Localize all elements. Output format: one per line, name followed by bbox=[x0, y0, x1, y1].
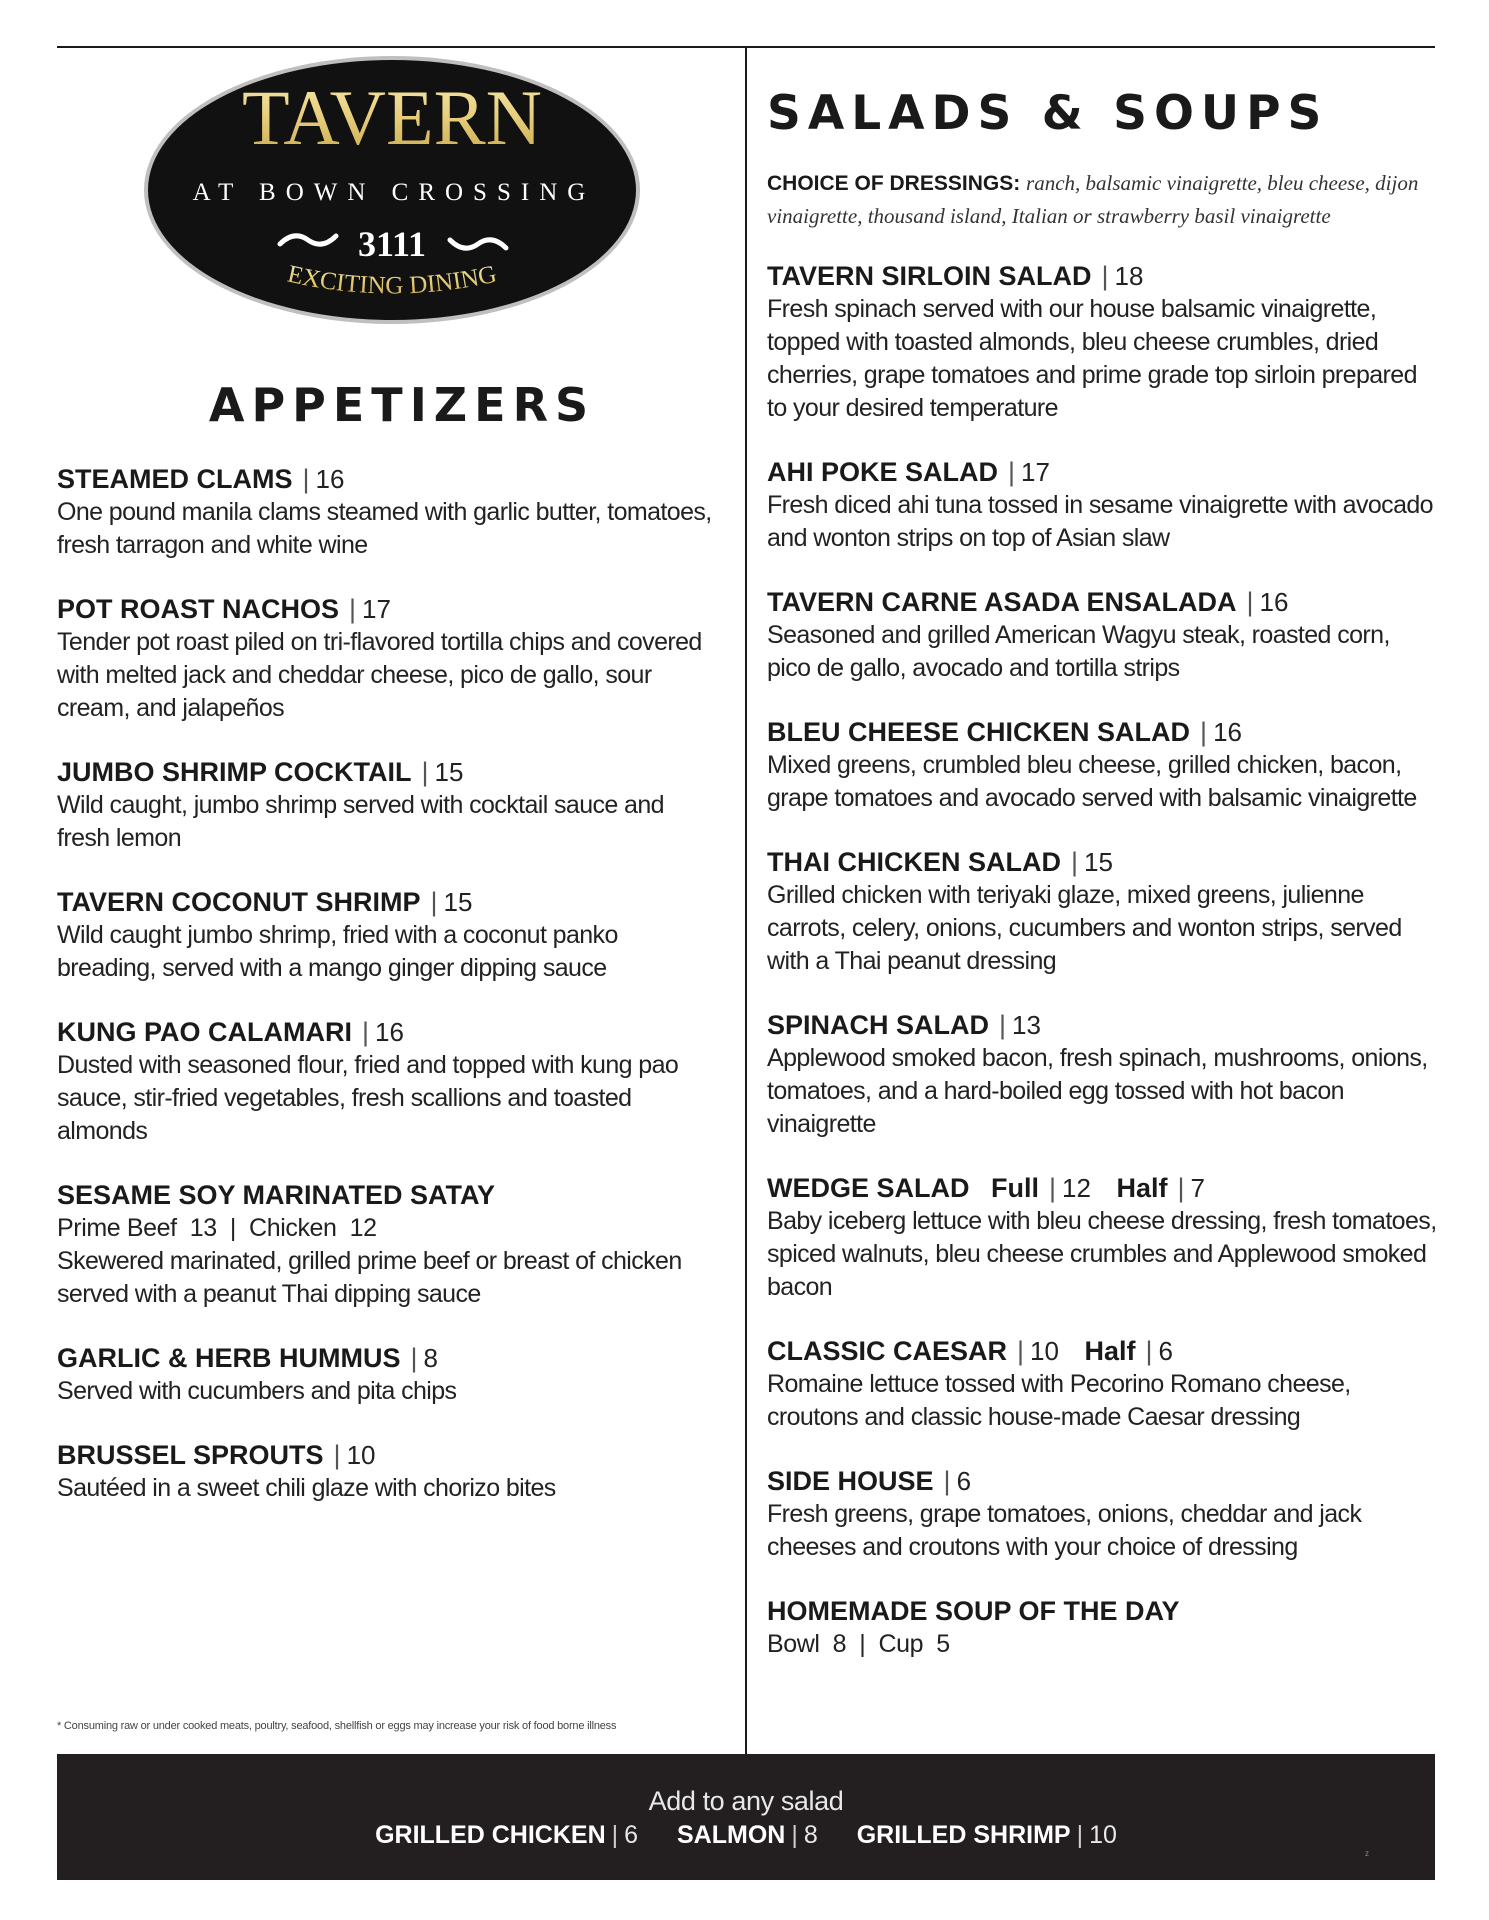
item-name: KUNG PAO CALAMARI bbox=[57, 1017, 352, 1047]
item-price: 16 bbox=[1213, 717, 1242, 747]
item-name: JUMBO SHRIMP COCKTAIL bbox=[57, 757, 412, 787]
item-name: AHI POKE SALAD bbox=[767, 457, 999, 487]
menu-item: AHI POKE SALAD | 17 Fresh diced ahi tuna tossed in sesame vinaigrette with avocado and wonton strips on top of Asian slaw bbox=[767, 455, 1437, 555]
item-price: 10 bbox=[1030, 1336, 1059, 1366]
item-price: 16 bbox=[315, 464, 345, 494]
half-price: 7 bbox=[1190, 1173, 1205, 1203]
item-price: 16 bbox=[375, 1017, 404, 1047]
addon-name: GRILLED CHICKEN bbox=[375, 1821, 606, 1849]
item-name: WEDGE SALAD bbox=[767, 1173, 970, 1203]
menu-item: BRUSSEL SPROUTS | 10 Sautéed in a sweet chili glaze with chorizo bites bbox=[57, 1438, 722, 1505]
logo-number: 3111 bbox=[357, 224, 427, 264]
item-price: 15 bbox=[434, 757, 464, 787]
food-safety-footnote: * Consuming raw or under cooked meats, poultry, seafood, shellfish or eggs may increase your risk of food borne illness bbox=[57, 1720, 617, 1732]
addon-name: SALMON bbox=[677, 1821, 786, 1849]
item-description: One pound manila clams steamed with garlic butter, tomatoes, fresh tarragon and white wine bbox=[57, 498, 712, 559]
item-description: Served with cucumbers and pita chips bbox=[57, 1377, 457, 1405]
salad-addons-band bbox=[57, 1754, 1435, 1880]
dressings-text: ranch, balsamic vinaigrette, bleu cheese, dijon vinaigrette, thousand island, Italian or strawberry basil vinaigrette bbox=[767, 171, 1419, 228]
item-name: THAI CHICKEN SALAD bbox=[767, 847, 1061, 877]
dressings-label: CHOICE OF DRESSINGS: bbox=[767, 172, 1021, 195]
item-price: 18 bbox=[1114, 261, 1144, 291]
menu-item bbox=[767, 1594, 1437, 1661]
appetizers-title: APPETIZERS bbox=[208, 378, 596, 432]
menu-item: POT ROAST NACHOS | 17 Tender pot roast piled on tri-flavored tortilla chips and covered with melted jack and cheddar cheese, pico de gallo, sour cream, and jalapeños bbox=[57, 592, 722, 725]
item-price: 17 bbox=[1021, 457, 1050, 487]
appetizers-list bbox=[57, 462, 722, 1535]
item-description: Dusted with seasoned flour, fried and topped with kung pao sauce, stir-fried vegetables, fresh scallions and toasted almonds bbox=[57, 1051, 679, 1145]
item-name: GARLIC & HERB HUMMUS bbox=[57, 1343, 401, 1373]
logo-subtitle: AT BOWN CROSSING bbox=[192, 179, 596, 206]
addon-price: 10 bbox=[1089, 1821, 1117, 1849]
addons-title: Add to any salad bbox=[648, 1786, 844, 1816]
half-price: 6 bbox=[1158, 1336, 1173, 1366]
item-description: Wild caught, jumbo shrimp served with cocktail sauce and fresh lemon bbox=[57, 791, 664, 852]
logo-tagline: EXCITING DINING bbox=[285, 260, 499, 300]
item-description: Tender pot roast piled on tri-flavored tortilla chips and covered with melted jack and cheddar cheese, pico de gallo, sour cream, and jalapeños bbox=[57, 628, 702, 722]
item-description: Wild caught jumbo shrimp, fried with a coconut panko breading, served with a mango ginger dipping sauce bbox=[57, 921, 618, 982]
menu-item: BLEU CHEESE CHICKEN SALAD | 16 Mixed greens, crumbled bleu cheese, grilled chicken, bacon, grape tomatoes and avocado served with balsamic vinaigrette bbox=[767, 715, 1437, 815]
item-description: Mixed greens, crumbled bleu cheese, grilled chicken, bacon, grape tomatoes and avocado served with balsamic vinaigrette bbox=[767, 751, 1417, 812]
item-description: Applewood smoked bacon, fresh spinach, mushrooms, onions, tomatoes, and a hard-boiled egg tossed with hot bacon vinaigrette bbox=[767, 1044, 1428, 1138]
salads-soups-column bbox=[767, 86, 1437, 1691]
item-price: 15 bbox=[1084, 847, 1113, 877]
item-description: Seasoned and grilled American Wagyu steak, roasted corn, pico de gallo, avocado and tortilla strips bbox=[767, 621, 1390, 682]
addon-price: 6 bbox=[624, 1821, 639, 1849]
full-price: 12 bbox=[1062, 1173, 1091, 1203]
item-price: 15 bbox=[443, 887, 473, 917]
half-label: Half bbox=[1116, 1173, 1168, 1203]
column-divider bbox=[745, 47, 747, 1754]
menu-item: TAVERN SIRLOIN SALAD | 18 Fresh spinach served with our house balsamic vinaigrette, topped with toasted almonds, bleu cheese crumbles, dried cherries, grape tomatoes and prime grade top sirloin prepared to your desired temperature bbox=[767, 259, 1437, 425]
item-name: SIDE HOUSE bbox=[767, 1466, 934, 1496]
menu-item: GARLIC & HERB HUMMUS | 8 Served with cucumbers and pita chips bbox=[57, 1341, 722, 1408]
item-name: TAVERN CARNE ASADA ENSALADA bbox=[767, 587, 1237, 617]
item-description: Skewered marinated, grilled prime beef or breast of chicken served with a peanut Thai dipping sauce bbox=[57, 1247, 682, 1308]
menu-item: JUMBO SHRIMP COCKTAIL | 15 Wild caught, jumbo shrimp served with cocktail sauce and fresh lemon bbox=[57, 755, 722, 855]
item-description: Grilled chicken with teriyaki glaze, mixed greens, julienne carrots, celery, onions, cucumbers and wonton strips, served with a Thai peanut dressing bbox=[767, 881, 1402, 975]
menu-item: TAVERN COCONUT SHRIMP | 15 Wild caught jumbo shrimp, fried with a coconut panko breading, served with a mango ginger dipping sauce bbox=[57, 885, 722, 985]
addons-list bbox=[57, 1818, 1435, 1852]
item-description: Fresh spinach served with our house balsamic vinaigrette, topped with toasted almonds, bleu cheese crumbles, dried cherries, grape tomatoes and prime grade top sirloin prepared to your desired temperature bbox=[767, 295, 1417, 422]
item-name: POT ROAST NACHOS bbox=[57, 594, 340, 624]
addon-item: SALMON | 8 bbox=[677, 1821, 818, 1849]
item-name: BRUSSEL SPROUTS bbox=[57, 1440, 324, 1470]
menu-item: TAVERN CARNE ASADA ENSALADA | 16 Seasoned and grilled American Wagyu steak, roasted corn, pico de gallo, avocado and tortilla strips bbox=[767, 585, 1437, 685]
item-name: SPINACH SALAD bbox=[767, 1010, 990, 1040]
item-name: SESAME SOY MARINATED SATAY bbox=[57, 1180, 496, 1210]
menu-item: CLASSIC CAESAR | 10 Half | 6 Romaine lettuce tossed with Pecorino Romano cheese, croutons and classic house-made Caesar dressing bbox=[767, 1334, 1437, 1434]
addon-name: GRILLED SHRIMP bbox=[856, 1821, 1071, 1849]
addon-price: 8 bbox=[803, 1821, 818, 1849]
item-name: STEAMED CLAMS bbox=[57, 464, 293, 494]
item-name: HOMEMADE SOUP OF THE DAY bbox=[767, 1596, 1180, 1626]
item-price: 16 bbox=[1259, 587, 1289, 617]
menu-item: THAI CHICKEN SALAD | 15 Grilled chicken with teriyaki glaze, mixed greens, julienne carrots, celery, onions, cucumbers and wonton strips, served with a Thai peanut dressing bbox=[767, 845, 1437, 978]
item-price: 17 bbox=[362, 594, 391, 624]
menu-item: SPINACH SALAD | 13 Applewood smoked bacon, fresh spinach, mushrooms, onions, tomatoes, and a hard-boiled egg tossed with hot bacon vinaigrette bbox=[767, 1008, 1437, 1141]
item-description: Fresh greens, grape tomatoes, onions, cheddar and jack cheeses and croutons with your choice of dressing bbox=[767, 1500, 1362, 1561]
item-subprices: Bowl 8 | Cup 5 bbox=[767, 1630, 950, 1658]
item-description: Sautéed in a sweet chili glaze with chorizo bites bbox=[57, 1474, 556, 1502]
item-name: BLEU CHEESE CHICKEN SALAD bbox=[767, 717, 1191, 747]
item-name: TAVERN SIRLOIN SALAD bbox=[767, 261, 1092, 291]
item-price: 8 bbox=[423, 1343, 438, 1373]
menu-item: SIDE HOUSE | 6 Fresh greens, grape tomatoes, onions, cheddar and jack cheeses and croutons with your choice of dressing bbox=[767, 1464, 1437, 1564]
item-description: Fresh diced ahi tuna tossed in sesame vinaigrette with avocado and wonton strips on top of Asian slaw bbox=[767, 491, 1433, 552]
page-mark: z bbox=[1365, 1849, 1369, 1858]
menu-item bbox=[57, 1178, 722, 1311]
item-price: 10 bbox=[346, 1440, 376, 1470]
menu-item: WEDGE SALAD Full | 12 Half | 7 Baby iceberg lettuce with bleu cheese dressing, fresh tomatoes, spiced walnuts, bleu cheese crumbles and Applewood smoked bacon bbox=[767, 1171, 1437, 1304]
addon-item: GRILLED CHICKEN | 6 bbox=[375, 1821, 639, 1849]
item-description: Baby iceberg lettuce with bleu cheese dressing, fresh tomatoes, spiced walnuts, bleu cheese crumbles and Applewood smoked bacon bbox=[767, 1207, 1437, 1301]
item-description: Romaine lettuce tossed with Pecorino Romano cheese, croutons and classic house-made Caesar dressing bbox=[767, 1370, 1351, 1431]
logo-name: TAVERN bbox=[241, 74, 543, 161]
item-price: 6 bbox=[956, 1466, 972, 1496]
half-label: Half bbox=[1084, 1336, 1136, 1366]
addon-item: GRILLED SHRIMP | 10 bbox=[856, 1821, 1117, 1849]
menu-item: KUNG PAO CALAMARI | 16 Dusted with seasoned flour, fried and topped with kung pao sauce, stir-fried vegetables, fresh scallions and toasted almonds bbox=[57, 1015, 722, 1148]
tavern-logo bbox=[140, 52, 644, 328]
menu-item: STEAMED CLAMS | 16 One pound manila clams steamed with garlic butter, tomatoes, fresh tarragon and white wine bbox=[57, 462, 722, 562]
item-price: 13 bbox=[1012, 1010, 1041, 1040]
full-label: Full bbox=[991, 1173, 1040, 1203]
item-subprices: Prime Beef 13 | Chicken 12 bbox=[57, 1214, 377, 1242]
item-name: TAVERN COCONUT SHRIMP bbox=[57, 887, 421, 917]
item-name: CLASSIC CAESAR bbox=[767, 1336, 1008, 1366]
salads-soups-title: SALADS & SOUPS bbox=[767, 86, 1329, 141]
dressing-choices bbox=[767, 167, 1437, 233]
